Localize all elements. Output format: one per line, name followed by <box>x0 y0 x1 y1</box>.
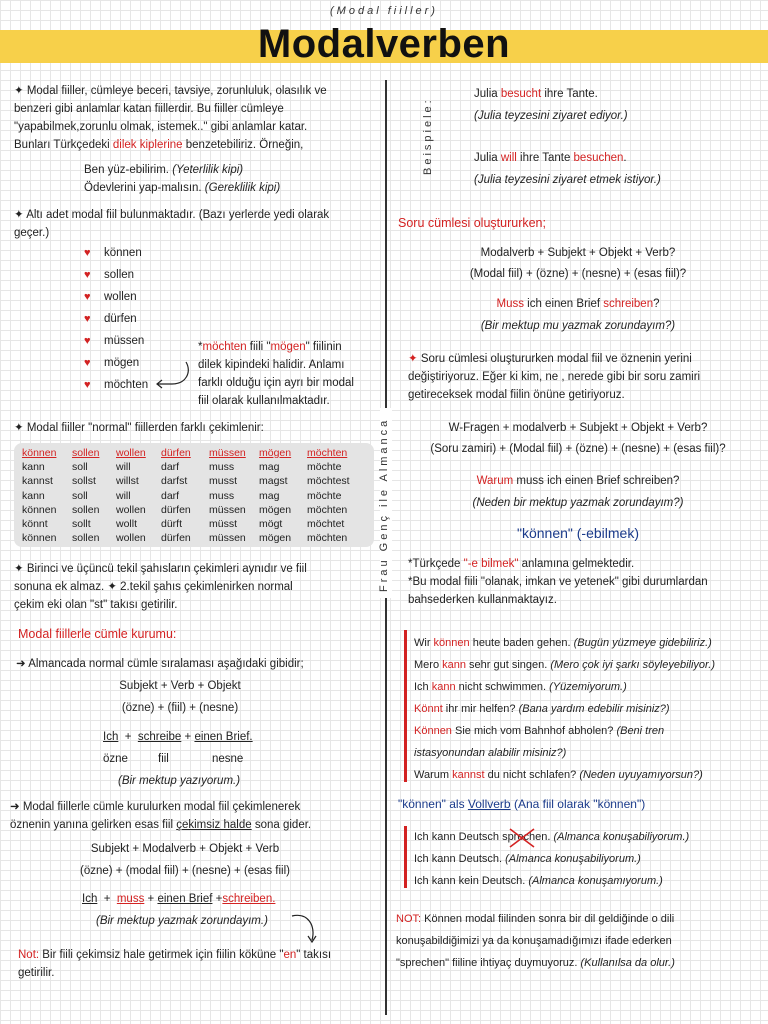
list-item: ♥ können <box>84 242 148 264</box>
conj-column: können kann kannst kann können könnt können <box>22 447 57 545</box>
soru-formula-tr: (Modal fiil) + (özne) + (nesne) + (esas fiil)? <box>469 268 687 280</box>
list-item: ♥ möchten <box>84 374 148 396</box>
list-item: Könnt ihr mir helfen? (Bana yardım edebilir misiniz?) <box>414 703 670 715</box>
list-item: istasyonundan alabilir misiniz?) <box>414 747 567 759</box>
list-item: Ich kann kein Deutsch. (Almanca konuşamıyorum.) <box>414 875 663 887</box>
vollverb-examples <box>414 826 766 892</box>
curved-arrow-icon <box>290 912 320 946</box>
list-item: Können Sie mich vom Bahnhof abholen? (Beni tren <box>414 725 665 737</box>
list-item: Ich kann Deutsch sprechen . (Almanca konuşabiliyorum.) <box>414 826 766 848</box>
example-sentence-1: Ich + schreibe + einen Brief. <box>103 731 253 743</box>
list-item: Ich kann nicht schwimmen. (Yüzemiyorum.) <box>414 681 627 693</box>
section-heading-soru: Soru cümlesi oluştururken; <box>398 216 546 230</box>
conjugation-table <box>14 443 374 547</box>
vollverb-heading: "können" als Vollverb (Ana fiil olarak "können") <box>398 797 646 811</box>
conj-column: wollen will willst will wollen wollt wollen <box>116 447 146 545</box>
subtitle: (Modal fiiller) <box>330 5 438 17</box>
conj-column: möchten möchte möchtest möchte möchten möchtet möchten <box>307 447 350 545</box>
normal-paragraph: ✦ Modal fiiller "normal" fiillerden farklı çekimlenir: <box>14 422 264 434</box>
soru-example-tr: (Bir mektup mu yazmak zorundayım?) <box>480 320 676 332</box>
warum-example: Warum muss ich einen Brief schreiben? <box>476 475 680 487</box>
curved-arrow-icon <box>152 360 192 390</box>
moechten-note: *möchten fiili "mögen" fiilinin dilek kipindeki halidir. Anlamı farklı olduğu için ayrı bir modal fiil olarak kullanılmaktadır. <box>198 341 354 407</box>
formula-1-tr: (özne) + (fiil) + (nesne) <box>121 702 239 714</box>
list-item: ♥ mögen <box>84 352 148 374</box>
birinci-paragraph: ✦ Birinci ve üçüncü tekil şahısların çekimleri aynıdır ve fiil sonuna ek almaz. ✦ 2.tekil şahıs çekimlenirken normal çekim eki olan "st" takısı getirilir. <box>14 563 307 611</box>
cross-out-icon <box>508 827 538 849</box>
label-nesne: nesne <box>212 753 244 765</box>
soru-formula: Modalverb + Subjekt + Objekt + Verb? <box>480 247 676 259</box>
beispiele-label: Beispiele: <box>422 97 434 175</box>
example-translation-1: (Bir mektup yazıyorum.) <box>118 775 241 787</box>
heart-icon: ♥ <box>84 313 91 325</box>
six-verbs-paragraph: ✦ Altı adet modal fiil bulunmaktadır. (Bazı yerlerde yedi olarak geçer.) <box>14 209 330 239</box>
list-item: Ich kann Deutsch. (Almanca konuşabiliyorum.) <box>414 853 641 865</box>
list-item: ♥ dürfen <box>84 308 148 330</box>
conj-column: sollen soll sollst soll sollen sollt sollen <box>72 447 100 545</box>
koennen-notes: *Türkçede "-e bilmek" anlamına gelmektedir. *Bu modal fiili "olanak, imkan ve yetenek" gibi durumlardan bahsederken kullanmaktayız. <box>408 558 708 606</box>
formula-2: Subjekt + Modalverb + Objekt + Verb <box>90 843 280 855</box>
example-marker-bar <box>404 630 407 782</box>
modal-kurul-paragraph: ➜ Modal fiillerle cümle kurulurken modal fiil çekimlenerek öznenin yanına gelirken esas fiil çekimsiz halde sona gider. <box>10 801 312 831</box>
beispiel-1: Julia besucht ihre Tante. <box>474 88 598 100</box>
beispiel-2-tr: (Julia teyzesini ziyaret etmek istiyor.) <box>474 174 661 186</box>
koennen-heading: "können" (-ebilmek) <box>517 525 639 541</box>
not-paragraph: Not: Bir fiili çekimsiz hale getirmek için fiilin köküne "en" takısı getirilir. <box>18 949 332 979</box>
beispiel-1-tr: (Julia teyzesini ziyaret ediyor.) <box>474 110 628 122</box>
list-item: ♥ sollen <box>84 264 148 286</box>
example-translation-2: (Bir mektup yazmak zorundayım.) <box>96 915 268 927</box>
soru-note: ✦ Soru cümlesi oluştururken modal fiil ve öznenin yerini değiştiriyoruz. Eğer ki kim, ne , nerede gibi bir soru zamiri getireceksek modal fiilin önüne getiriyoruz. <box>408 353 701 401</box>
soru-example: Muss ich einen Brief schreiben? <box>496 298 660 310</box>
heart-icon: ♥ <box>84 335 91 347</box>
intro-paragraph: ✦ Modal fiiller, cümleye beceri, tavsiye, zorunluluk, olasılık ve benzeri gibi anlamlar katan fiillerdir. Bu fiiller cümleye "yapabilmek,zorunlu olmak, istemek.." gibi anlamlar katar. Bunları Türkçedeki dilek kiplerine benzetebiliriz. Örneğin, <box>14 85 327 151</box>
label-ozne: özne <box>103 753 128 765</box>
heart-icon: ♥ <box>84 379 91 391</box>
formula-1: Subjekt + Verb + Objekt <box>119 680 241 692</box>
koennen-examples <box>414 632 766 786</box>
wfragen-formula: W-Fragen + modalverb + Subjekt + Objekt + Verb? <box>448 422 708 434</box>
list-item: ♥ wollen <box>84 286 148 308</box>
beispiel-2: Julia will ihre Tante besuchen. <box>474 152 627 164</box>
heart-icon: ♥ <box>84 269 91 281</box>
list-item: Warum kannst du nicht schlafen? (Neden uyuyamıyorsun?) <box>414 769 703 781</box>
list-item: Mero kann sehr gut singen. (Mero çok iyi şarkı söyleyebiliyor.) <box>414 659 716 671</box>
page-title: Modalverben <box>257 22 511 66</box>
verb-list <box>84 242 148 396</box>
side-label: Frau Genç ile Almanca <box>378 417 390 592</box>
final-note: NOT: Können modal fiilinden sonra bir dil geldiğinde o dili konuşabildiğimizi ya da konuşamadığımızı ifade ederken "sprechen" fiiline ihtiyaç duymuyoruz. (Kullanılsa da olur.) <box>396 913 675 969</box>
warum-example-tr: (Neden bir mektup yazmak zorundayım?) <box>472 497 684 509</box>
example-sentence-2: Ich + muss + einen Brief +schreiben. <box>82 893 276 905</box>
conj-column: mögen mag magst mag mögen mögt mögen <box>259 447 292 545</box>
conj-column: müssen muss musst muss müssen müsst müssen <box>209 447 246 545</box>
list-item: Wir können heute baden gehen. (Bugün yüzmeye gidebiliriz.) <box>414 637 712 649</box>
label-fiil: fiil <box>158 753 169 765</box>
heart-icon: ♥ <box>84 291 91 303</box>
formula-2-tr: (özne) + (modal fiil) + (nesne) + (esas fiil) <box>80 865 290 877</box>
almanca-line: ➜ Almancada normal cümle sıralaması aşağıdaki gibidir; <box>16 658 304 670</box>
heart-icon: ♥ <box>84 247 91 259</box>
intro-examples: Ben yüz-ebilirim. (Yeterlilik kipi) Ödevlerini yap-malısın. (Gereklilik kipi) <box>84 164 281 194</box>
example-marker-bar <box>404 826 407 888</box>
conj-column: dürfen darf darfst darf dürfen dürft dürfen <box>161 447 191 545</box>
list-item: ♥ müssen <box>84 330 148 352</box>
wfragen-formula-tr: (Soru zamiri) + (Modal fiil) + (özne) + (nesne) + (esas fiil)? <box>430 443 726 455</box>
heart-icon: ♥ <box>84 357 91 369</box>
section-heading-kurum: Modal fiillerle cümle kurumu: <box>18 627 177 641</box>
